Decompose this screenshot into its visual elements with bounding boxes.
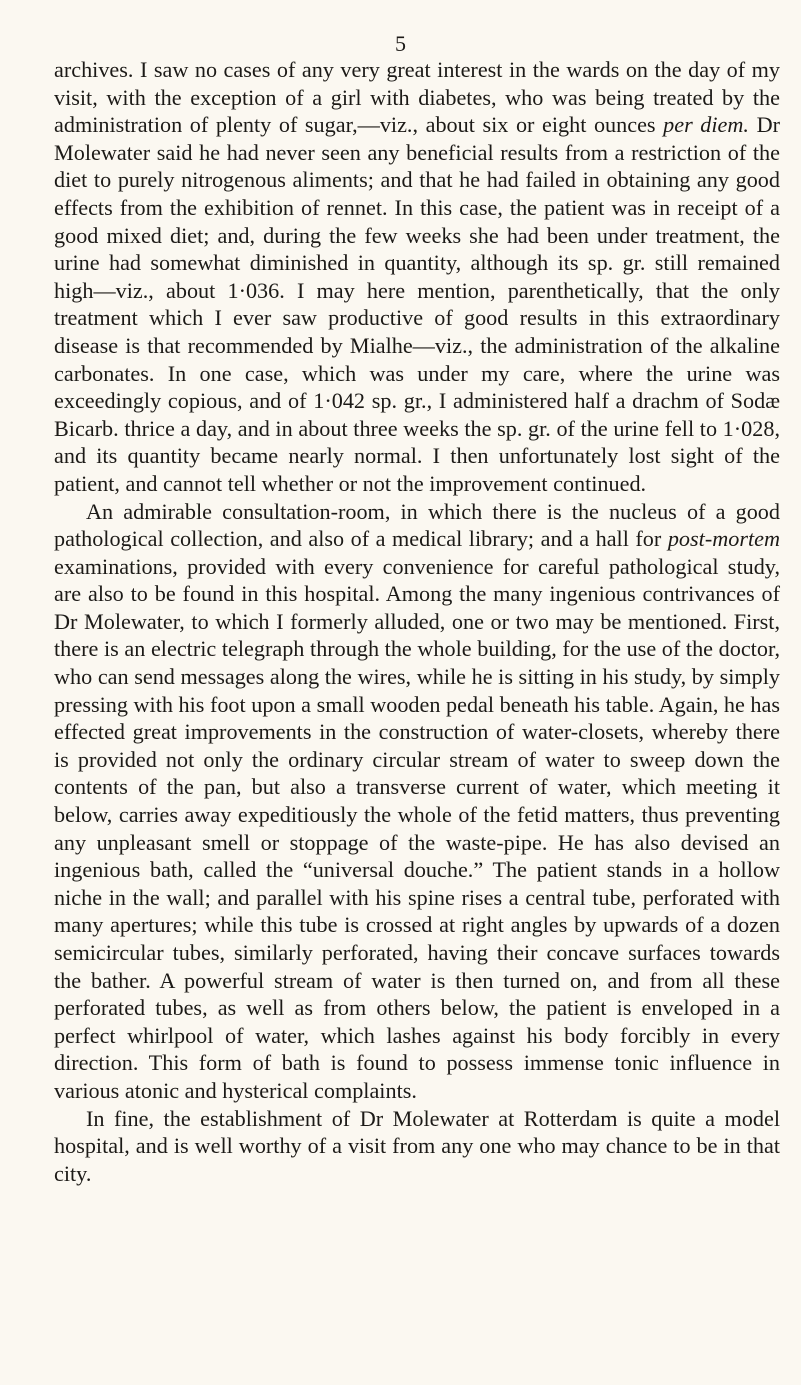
paragraph-2-text: An admirable consultation-room, in which there is the nucleus of a good pathological collection, and also of a medical library; and a hall for xyxy=(54,498,780,552)
paragraph-3 xyxy=(54,1105,780,1188)
paragraph-1 xyxy=(54,56,780,498)
body-text xyxy=(54,56,780,1187)
paragraph-3-text: In fine, the establishment of Dr Molewater at Rotterdam is quite a model hospital, and is well worthy of a visit from any one who may chance to be in that city. xyxy=(54,1105,780,1186)
paragraph-1-text: archives. I saw no cases of any very great interest in the wards on the day of my visit, with the exception of a girl with diabetes, who was being treated by the administration of plenty of sugar,—viz., about six or eight ounces xyxy=(54,57,780,138)
paragraph-2 xyxy=(54,498,780,1105)
paragraph-2-text-continued: examinations, provided with every convenience for careful pathological study, are also to be found in this hospital. Among the many ingenious contrivances of Dr Molewater, to which I formerly alluded, one or two may be mentioned. First, there is an electric telegraph through the whole building, for the use of the doctor, who can send messages along the wires, while he is sitting in his study, by simply pressing with his foot upon a small wooden pedal beneath his table. Again, he has effected great improvements in the construction of water-closets, whereby there is provided not only the ordinary circular stream of water to sweep down the contents of the pan, but also a transverse current of water, which meeting it below, carries away expeditiously the whole of the fetid matters, thus preventing any unpleasant smell or stoppage of the waste-pipe. He has also devised an ingenious bath, called the “universal douche.” The patient stands in a hollow niche in the wall; and parallel with his spine rises a central tube, perforated with many apertures; while this tube is crossed at right angles by upwards of a dozen semicircular tubes, similarly perforated, having their concave surfaces towards the bather. A powerful stream of water is then turned on, and from all these perforated tubes, as well as from others below, the patient is enveloped in a perfect whirlpool of water, which lashes against his body forcibly in every direction. This form of bath is found to possess immense tonic influence in various atonic and hysterical complaints. xyxy=(54,553,780,1103)
paragraph-1-text-continued: Dr Molewater said he had never seen any beneficial results from a restriction of the diet to purely nitrogenous aliments; and that he had failed in obtaining any good effects from the exhibition of rennet. In this case, the patient was in receipt of a good mixed diet; and, during the few weeks she had been under treatment, the urine had somewhat diminished in quantity, although its sp. gr. still remained high—viz., about 1·036. I may here mention, parenthetically, that the only treatment which I ever saw productive of good results in this extraordinary disease is that recommended by Mialhe—viz., the administration of the alkaline carbonates. In one case, which was under my care, where the urine was exceedingly copious, and of 1·042 sp. gr., I administered half a drachm of Sodæ Bicarb. thrice a day, and in about three weeks the sp. gr. of the urine fell to 1·028, and its quantity became nearly normal. I then unfortunately lost sight of the patient, and cannot tell whether or not the improvement continued. xyxy=(54,112,780,496)
paragraph-2-italic-post-mortem: post-mortem xyxy=(667,526,780,552)
paragraph-1-italic-per-diem: per diem. xyxy=(663,112,749,138)
page-number: 5 xyxy=(395,31,406,56)
